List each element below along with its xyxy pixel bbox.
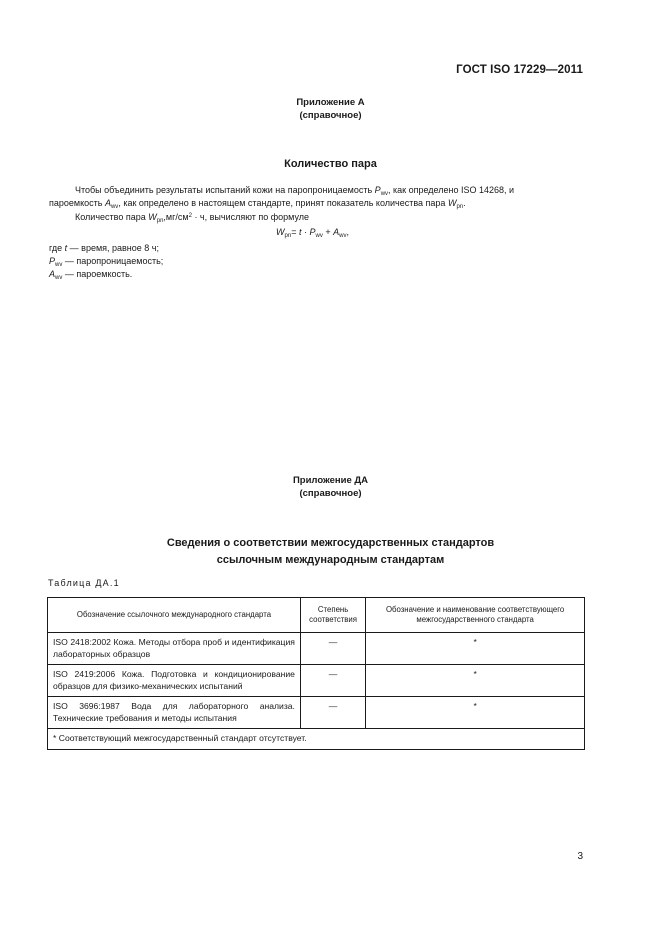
header-cell-interstate-standard: Обозначение и наименование соответствующего межгосударственного стандарта [366,598,585,633]
table-caption: Таблица ДА.1 [48,578,120,588]
where-clause: где t — время, равное 8 ч; [49,243,159,253]
annex-da-subtitle: (справочное) [299,488,362,499]
definition-awv: $A_{wv}$ — пароемкость. [49,269,133,281]
table-footnote: * Соответствующий межгосударственный стандарт отсутствует. [48,729,585,750]
table-cell: * [366,665,585,697]
table-row [48,697,585,729]
annex-a-heading: Количество пара [284,158,377,170]
table-cell: ISO 2419:2006 Кожа. Подготовка и кондиционирование образцов для физико-механических испытаний [48,665,301,697]
annex-da-heading-line1: Сведения о соответствии межгосударственных стандартов [166,537,495,549]
paragraph-2: пароемкость $A_{wv}$, как определено в настоящем стандарте, принят показатель количества пара $W_{pn}$. [49,198,466,210]
table-row [48,633,585,665]
table-row [48,665,585,697]
definition-pwv: $P_{wv}$ — паропроницаемость; [49,256,164,268]
table-cell: ISO 2418:2002 Кожа. Методы отбора проб и идентификация лабораторных образцов [48,633,301,665]
formula: $W_{pn}= t \cdot P_{wv} + A_{wv}$, [276,227,349,239]
table-cell: — [300,633,365,665]
header-cell-degree: Степень соответствия [300,598,365,633]
header-cell-intl-standard: Обозначение ссылочного международного стандарта [48,598,301,633]
page-number: 3 [577,851,583,862]
table-cell: ISO 3696:1987 Вода для лабораторного анализа. Технические требования и методы испытания [48,697,301,729]
table-header-row [48,598,585,633]
table-cell: — [300,665,365,697]
annex-a-title: Приложение А [296,97,365,108]
annex-a-subtitle: (справочное) [299,110,362,121]
table-footnote-row [48,729,585,750]
paragraph-1: Чтобы объединить результаты испытаний кожи на паропроницаемость $P_{wv}$, как определено ISO 14268, и [75,185,515,197]
document-id: ГОСТ ISO 17229—2011 [456,64,583,76]
correspondence-table [47,597,585,750]
annex-da-heading-line2: ссылочным международным стандартам [216,554,445,566]
annex-da-title: Приложение ДА [292,475,369,486]
table-cell: * [366,633,585,665]
table-cell: — [300,697,365,729]
table-cell: * [366,697,585,729]
paragraph-3: Количество пара $W_{pn},мг/см^2 \cdot ч$, вычисляют по формуле [75,212,310,224]
